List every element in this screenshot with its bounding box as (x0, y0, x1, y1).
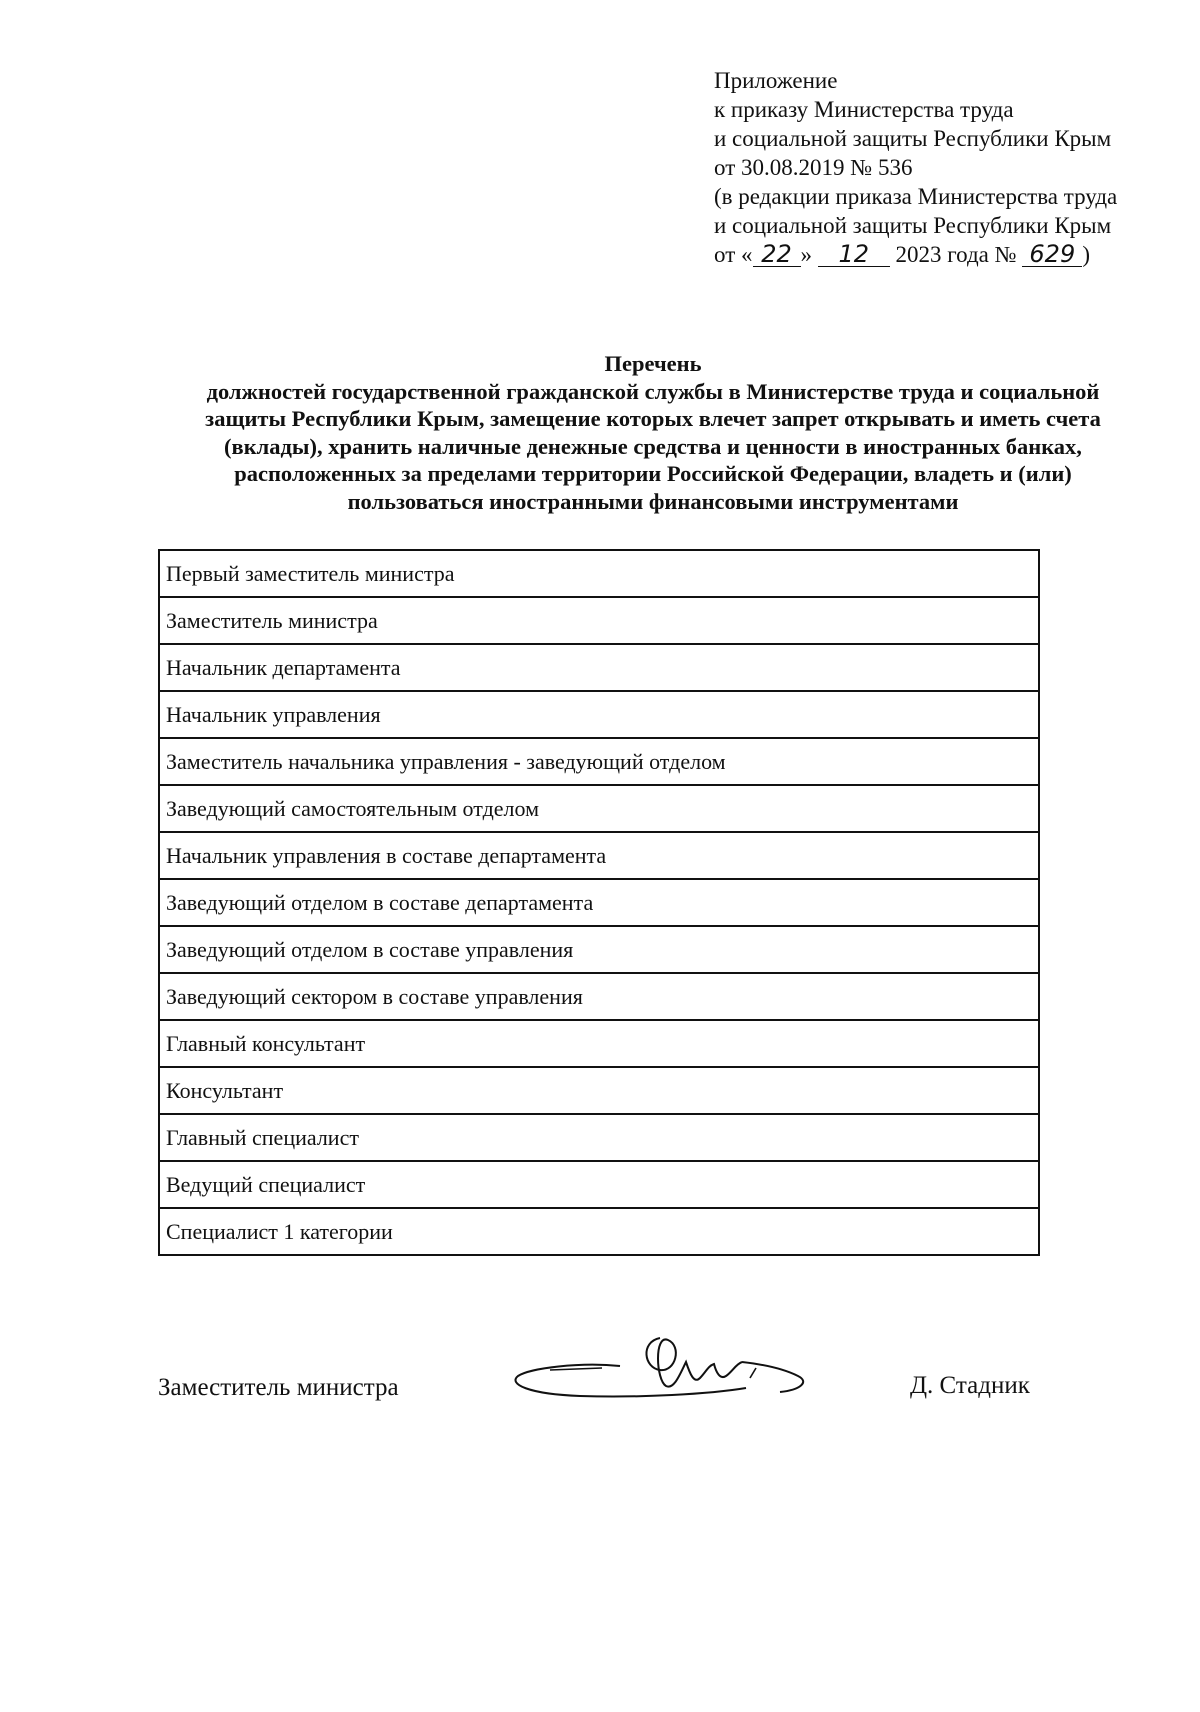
signatory-name: Д. Стадник (910, 1372, 1030, 1399)
table-row (159, 832, 1039, 879)
position-cell: Ведущий специалист (159, 1161, 1039, 1208)
title-line-3: (вклады), хранить наличные денежные средства и ценности в иностранных банках, (224, 433, 1082, 459)
appendix-line-6: и социальной защиты Республики Крым (714, 213, 1112, 238)
signature-drawing (510, 1328, 870, 1428)
table-row (159, 926, 1039, 973)
position-cell: Заведующий отделом в составе управления (159, 926, 1039, 973)
signatory-title: Заместитель министра (158, 1374, 399, 1401)
table-row (159, 785, 1039, 832)
table-row (159, 879, 1039, 926)
handwritten-signature (510, 1328, 870, 1433)
position-cell: Заместитель министра (159, 597, 1039, 644)
appendix-line-2: к приказу Министерства труда (714, 97, 1014, 122)
table-row (159, 1114, 1039, 1161)
table-row (159, 691, 1039, 738)
position-cell: Заведующий сектором в составе управления (159, 973, 1039, 1020)
positions-table (158, 549, 1040, 1256)
table-row (159, 1020, 1039, 1067)
position-cell: Консультант (159, 1067, 1039, 1114)
position-cell: Специалист 1 категории (159, 1208, 1039, 1255)
document-title (150, 350, 1156, 515)
appendix-line-1: Приложение (714, 68, 838, 93)
table-row (159, 644, 1039, 691)
table-row (159, 1161, 1039, 1208)
date-close-quote: » (800, 242, 812, 267)
position-cell: Главный специалист (159, 1114, 1039, 1161)
table-row (159, 1067, 1039, 1114)
appendix-line-3: и социальной защиты Республики Крым (714, 126, 1112, 151)
table-row (159, 973, 1039, 1020)
handwritten-day: 22 (753, 242, 801, 267)
date-suffix: ) (1082, 242, 1090, 267)
position-cell: Начальник управления в составе департамента (159, 832, 1039, 879)
title-line-5: пользоваться иностранными финансовыми инструментами (347, 488, 959, 514)
handwritten-month: 12 (818, 242, 890, 267)
table-row (159, 550, 1039, 597)
title-line-1: должностей государственной гражданской службы в Министерстве труда и социальной (206, 378, 1100, 404)
table-row (159, 597, 1039, 644)
title-heading: Перечень (604, 351, 702, 376)
handwritten-order-number: 629 (1022, 242, 1082, 267)
position-cell: Заведующий самостоятельным отделом (159, 785, 1039, 832)
appendix-header (714, 66, 1117, 269)
position-cell: Начальник управления (159, 691, 1039, 738)
position-cell: Начальник департамента (159, 644, 1039, 691)
date-year: 2023 года № (895, 242, 1017, 267)
appendix-line-4: от 30.08.2019 № 536 (714, 155, 913, 180)
appendix-line-5: (в редакции приказа Министерства труда (714, 184, 1118, 209)
position-cell: Первый заместитель министра (159, 550, 1039, 597)
title-line-2: защиты Республики Крым, замещение которых влечет запрет открывать и иметь счета (205, 406, 1101, 431)
appendix-line-7 (714, 240, 1117, 269)
table-row (159, 1208, 1039, 1255)
date-prefix: от « (714, 242, 753, 267)
position-cell: Главный консультант (159, 1020, 1039, 1067)
table-row (159, 738, 1039, 785)
position-cell: Заместитель начальника управления - заведующий отделом (159, 738, 1039, 785)
position-cell: Заведующий отделом в составе департамента (159, 879, 1039, 926)
title-line-4: расположенных за пределами территории Российской Федерации, владеть и (или) (234, 461, 1072, 486)
